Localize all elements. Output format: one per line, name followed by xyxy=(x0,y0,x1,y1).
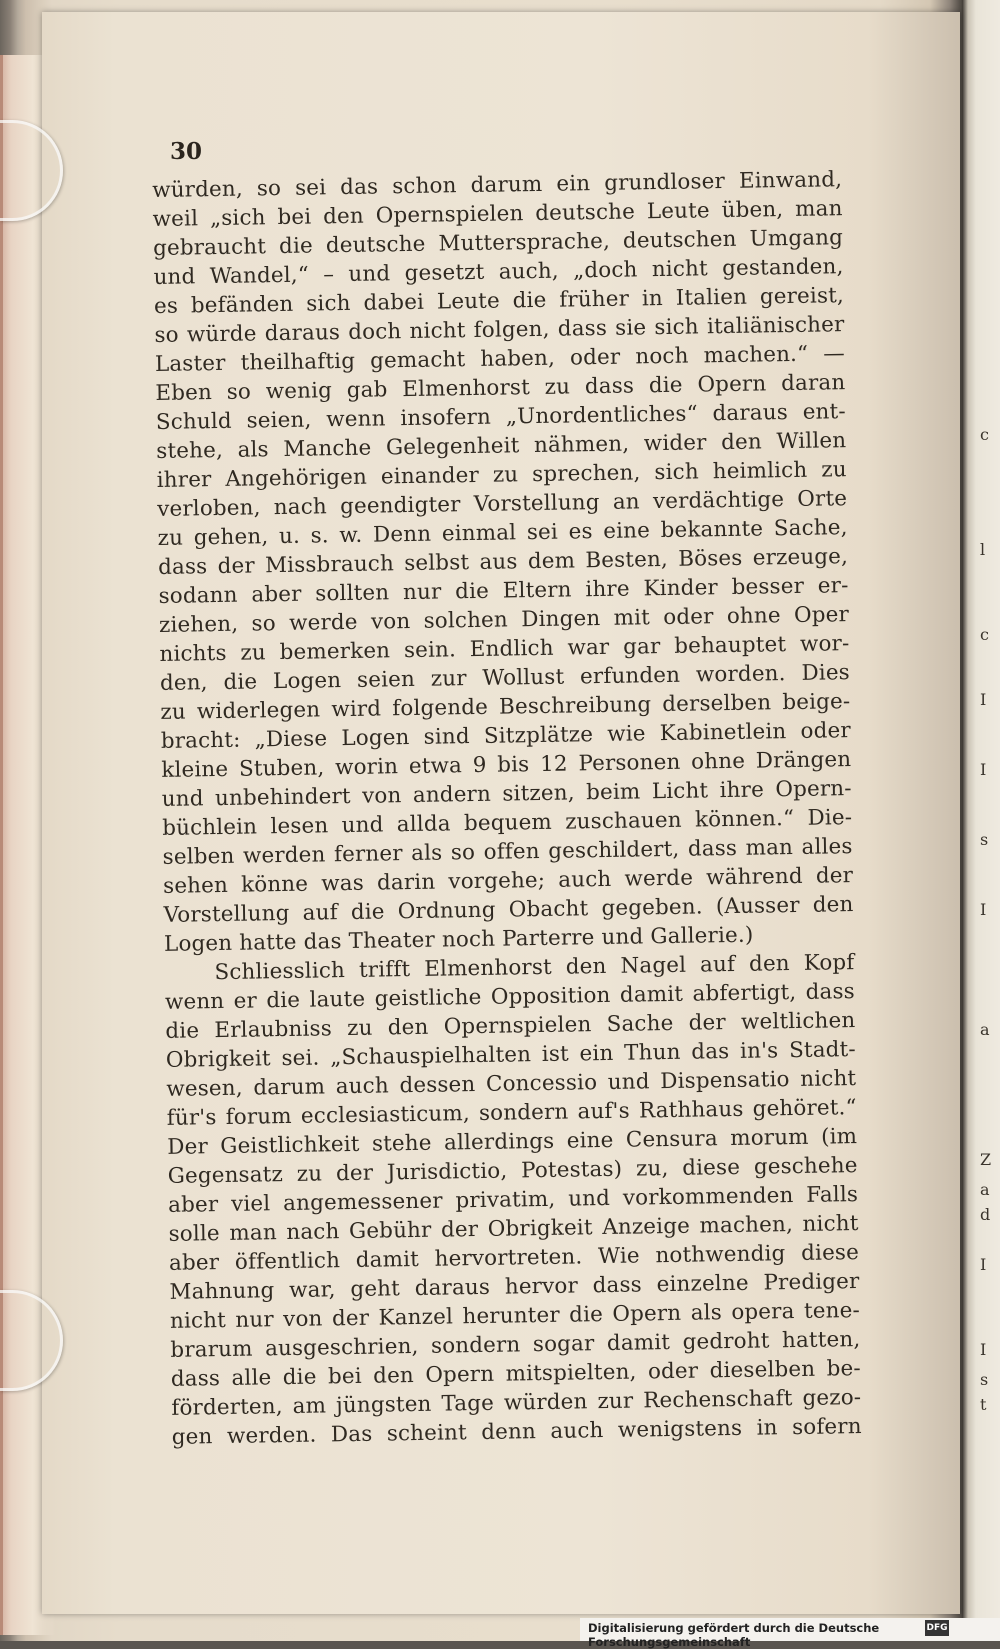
text-line: zu gehen, u. s. w. Denn einmal sei es eine bekannte Sache, xyxy=(157,515,848,551)
text-line: es befänden sich dabei Leute die früher in Italien gereist, xyxy=(153,283,845,319)
digitization-credit: Digitalisierung gefördert durch die Deutsche Forschungsgemeinschaft xyxy=(588,1621,880,1649)
text-line: dass alle die bei den Opern mitspielten, oder dieselben be- xyxy=(170,1356,862,1392)
text-line: kleine Stuben, worin etwa 9 bis 12 Personen ohne Drängen xyxy=(161,747,852,783)
facing-page-fragment: a xyxy=(980,1020,990,1039)
text-line: gen werden. Das scheint denn auch wenigstens in sofern xyxy=(171,1414,862,1450)
facing-page-fragment: l xyxy=(980,540,986,559)
text-line: brarum ausgeschrien, sondern sogar damit gedroht hatten, xyxy=(170,1327,861,1363)
text-line: stehe, als Manche Gelegenheit nähmen, wider den Willen xyxy=(156,428,847,464)
facing-page-fragment: s xyxy=(980,1370,989,1389)
text-line: und Wandel,“ – und gesetzt auch, „doch nicht gestanden, xyxy=(153,254,844,290)
facing-page-fragment: s xyxy=(980,830,989,849)
text-line: die Erlaubniss zu den Opernspielen Sache der weltlichen xyxy=(165,1008,856,1044)
text-line: und unbehindert von andern sitzen, beim Licht ihre Opern- xyxy=(161,776,852,812)
text-line: Vorstellung auf die Ordnung Obacht gegeben. (Ausser den xyxy=(163,892,854,928)
text-line: Obrigkeit sei. „Schauspielhalten ist ein Thun das in's Stadt- xyxy=(165,1037,857,1073)
text-line: sehen könne was darin vorgehe; auch werde während der xyxy=(162,863,854,899)
dfg-logo: DFG xyxy=(925,1620,949,1636)
facing-page-fragment: d xyxy=(980,1205,991,1224)
text-line: weil „sich bei den Opernspielen deutsche Leute üben, man xyxy=(152,196,843,232)
text-line: ziehen, so werde von solchen Dingen mit oder ohne Oper xyxy=(158,602,850,638)
text-line: bracht: „Diese Logen sind Sitzplätze wie Kabinetlein oder xyxy=(160,718,851,754)
facing-page-fragment: t xyxy=(980,1395,987,1414)
facing-page-fragment: I xyxy=(980,690,987,709)
text-line: Mahnung war, geht daraus hervor dass einzelne Prediger xyxy=(169,1269,860,1305)
text-line: Schuld seien, wenn insofern „Unordentliches“ daraus ent- xyxy=(155,399,846,435)
text-line: nichts zu bemerken sein. Endlich war gar behauptet wor- xyxy=(159,631,850,667)
text-line: so würde daraus doch nicht folgen, dass sie sich italiänischer xyxy=(154,312,845,348)
facing-page-fragment: I xyxy=(980,900,987,919)
text-line: Laster theilhaftig gemacht haben, oder noch machen.“ — xyxy=(154,341,846,377)
text-line: wesen, darum auch dessen Concessio und Dispensatio nicht xyxy=(166,1066,857,1102)
facing-page-fragment: c xyxy=(980,625,989,644)
text-line: für's forum ecclesiasticum, sondern auf's Rathhaus gehöret.“ xyxy=(166,1095,857,1131)
text-line: wenn er die laute geistliche Opposition damit abfertigt, dass xyxy=(164,979,856,1015)
text-line: förderten, am jüngsten Tage würden zur Rechenschaft gezo- xyxy=(171,1385,862,1421)
text-line: selben werden ferner als so offen geschildert, dass man alles xyxy=(162,834,853,870)
text-line: sodann aber sollten nur die Eltern ihre Kinder besser er- xyxy=(158,573,849,609)
text-line: Logen hatte das Theater noch Parterre und Gallerie.) xyxy=(163,922,754,957)
text-line: dass der Missbrauch selbst aus dem Besten, Böses erzeuge, xyxy=(157,544,849,580)
text-line: Eben so wenig gab Elmenhorst zu dass die Opern daran xyxy=(155,370,846,406)
page-text xyxy=(152,165,862,1452)
text-line: solle man nach Gebühr der Obrigkeit Anzeige machen, nicht xyxy=(168,1211,859,1247)
text-line: nicht nur von der Kanzel herunter die Opern als opera tene- xyxy=(169,1298,861,1334)
text-line: aber viel angemessener privatim, und vorkommenden Falls xyxy=(167,1182,859,1218)
text-line: Der Geistlichkeit stehe allerdings eine Censura morum (im xyxy=(167,1124,858,1160)
text-line: Gegensatz zu der Jurisdictio, Potestas) zu, diese geschehe xyxy=(167,1153,858,1189)
facing-page-fragment: a xyxy=(980,1180,990,1199)
facing-page-fragment: I xyxy=(980,760,987,779)
text-line: zu widerlegen wird folgende Beschreibung derselben beige- xyxy=(160,689,851,725)
text-line: würden, so sei das schon darum ein grundloser Einwand, xyxy=(152,167,843,203)
facing-page-fragment: I xyxy=(980,1255,987,1274)
text-line: ihrer Angehörigen einander zu sprechen, sich heimlich zu xyxy=(156,457,847,493)
text-line: aber öffentlich damit hervortreten. Wie nothwendig diese xyxy=(168,1240,860,1276)
text-line: verloben, nach geendigter Vorstellung an verdächtige Orte xyxy=(157,486,848,522)
text-line: büchlein lesen und allda bequem zuschauen können.“ Die- xyxy=(162,805,853,841)
text-line: gebraucht die deutsche Muttersprache, deutschen Umgang xyxy=(152,225,844,261)
text-line: den, die Logen seien zur Wollust erfunden worden. Dies xyxy=(159,660,851,696)
text-line: Schliesslich trifft Elmenhorst den Nagel auf den Kopf xyxy=(214,950,855,986)
facing-page-fragment: Z xyxy=(980,1150,992,1169)
page-number: 30 xyxy=(170,138,203,165)
facing-page-fragment: I xyxy=(980,1340,987,1359)
facing-page-fragment: c xyxy=(980,425,989,444)
